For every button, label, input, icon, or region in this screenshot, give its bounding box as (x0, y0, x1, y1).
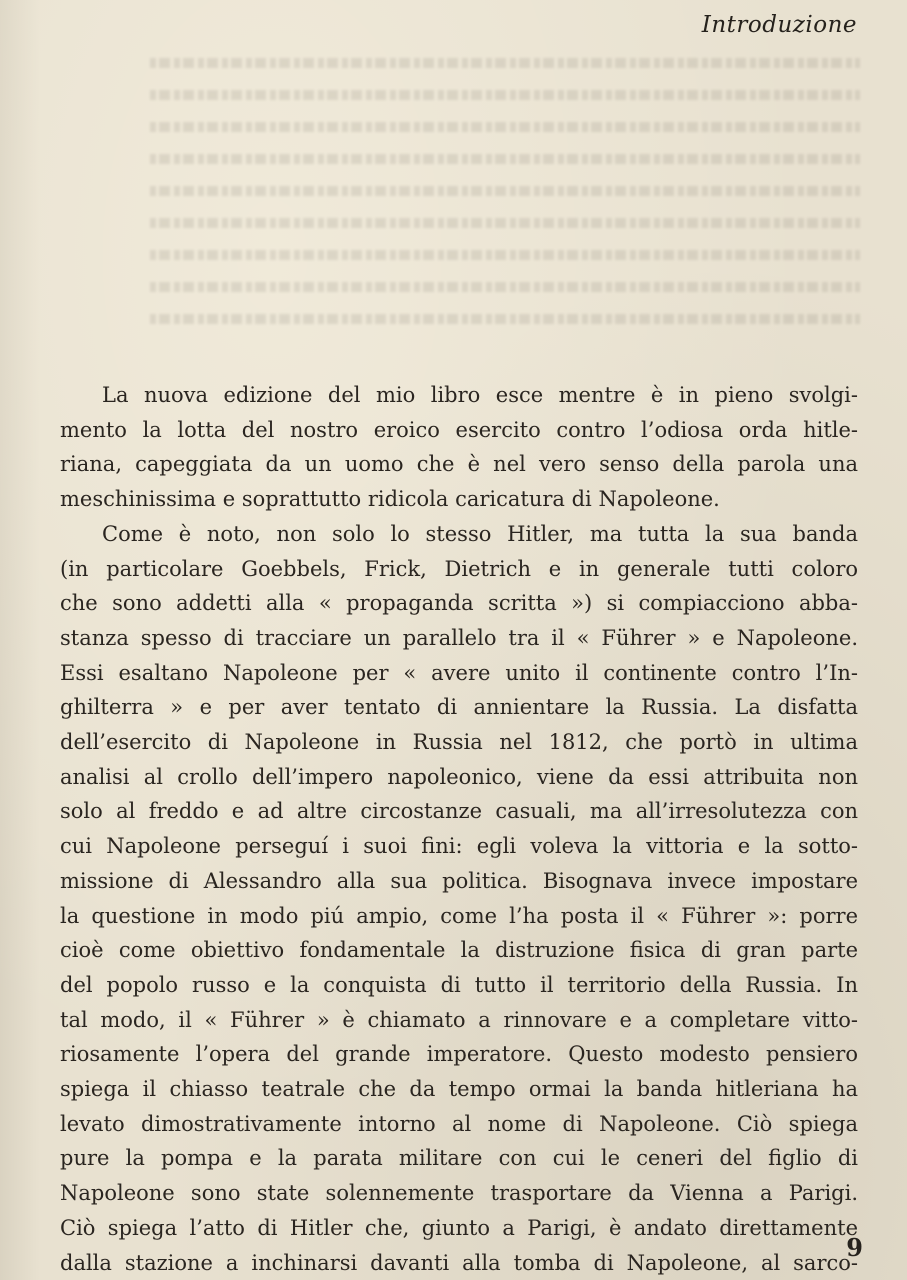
text-line: dalla stazione a inchinarsi davanti alla tomba di Napoleone, al sarco- (60, 1250, 858, 1275)
text-line: solo al freddo e ad altre circostanze casuali, ma all’irresolutezza con (60, 799, 858, 824)
text-line: missione di Alessandro alla sua politica. Bisognava invece impostare (60, 868, 858, 893)
text-line: analisi al crollo dell’impero napoleonico, viene da essi attribuita non (60, 764, 858, 789)
text-line: mento la lotta del nostro eroico esercito contro l’odiosa orda hitle- (60, 417, 858, 442)
text-line: Ciò spiega l’atto di Hitler che, giunto a Parigi, è andato direttamente (60, 1215, 858, 1240)
text-line: meschinissima e soprattutto ridicola caricatura di Napoleone. (60, 487, 720, 512)
text-line: che sono addetti alla « propaganda scritta ») si compiacciono abba- (60, 591, 858, 616)
text-line: pure la pompa e la parata militare con cui le ceneri del figlio di (60, 1146, 858, 1171)
text-line: cioè come obiettivo fondamentale la distruzione fisica di gran parte (60, 938, 858, 963)
text-line: stanza spesso di tracciare un parallelo tra il « Führer » e Napoleone. (60, 625, 858, 650)
text-line: spiega il chiasso teatrale che da tempo ormai la banda hitleriana ha (60, 1077, 858, 1102)
text-line: La nuova edizione del mio libro esce mentre è in pieno svolgi- (102, 383, 858, 407)
text-line: Essi esaltano Napoleone per « avere unito il continente contro l’In- (60, 660, 858, 685)
text-line: (in particolare Goebbels, Frick, Dietrich e in generale tutti coloro (60, 556, 858, 581)
show-through-text (150, 58, 860, 358)
text-line: Napoleone sono state solennemente trasportare da Vienna a Parigi. (60, 1181, 858, 1206)
text-line: dell’esercito di Napoleone in Russia nel 1812, che portò in ultima (60, 730, 858, 755)
running-head: Introduzione (701, 12, 857, 38)
text-line: ghilterra » e per aver tentato di annientare la Russia. La disfatta (60, 695, 858, 720)
text-line: cui Napoleone perseguí i suoi fini: egli voleva la vittoria e la sotto- (60, 834, 858, 859)
text-line: del popolo russo e la conquista di tutto il territorio della Russia. In (60, 972, 858, 997)
text-line: la questione in modo piú ampio, come l’ha posta il « Führer »: porre (60, 903, 858, 928)
text-line: tal modo, il « Führer » è chiamato a rinnovare e a completare vitto- (60, 1007, 858, 1032)
text-line: riosamente l’opera del grande imperatore. Questo modesto pensiero (60, 1042, 858, 1067)
text-line: Come è noto, non solo lo stesso Hitler, ma tutta la sua banda (102, 521, 858, 546)
page-number: 9 (846, 1233, 863, 1262)
text-line: levato dimostrativamente intorno al nome di Napoleone. Ciò spiega (60, 1111, 858, 1136)
text-line: riana, capeggiata da un uomo che è nel vero senso della parola una (60, 452, 858, 477)
body-text (60, 378, 858, 1280)
